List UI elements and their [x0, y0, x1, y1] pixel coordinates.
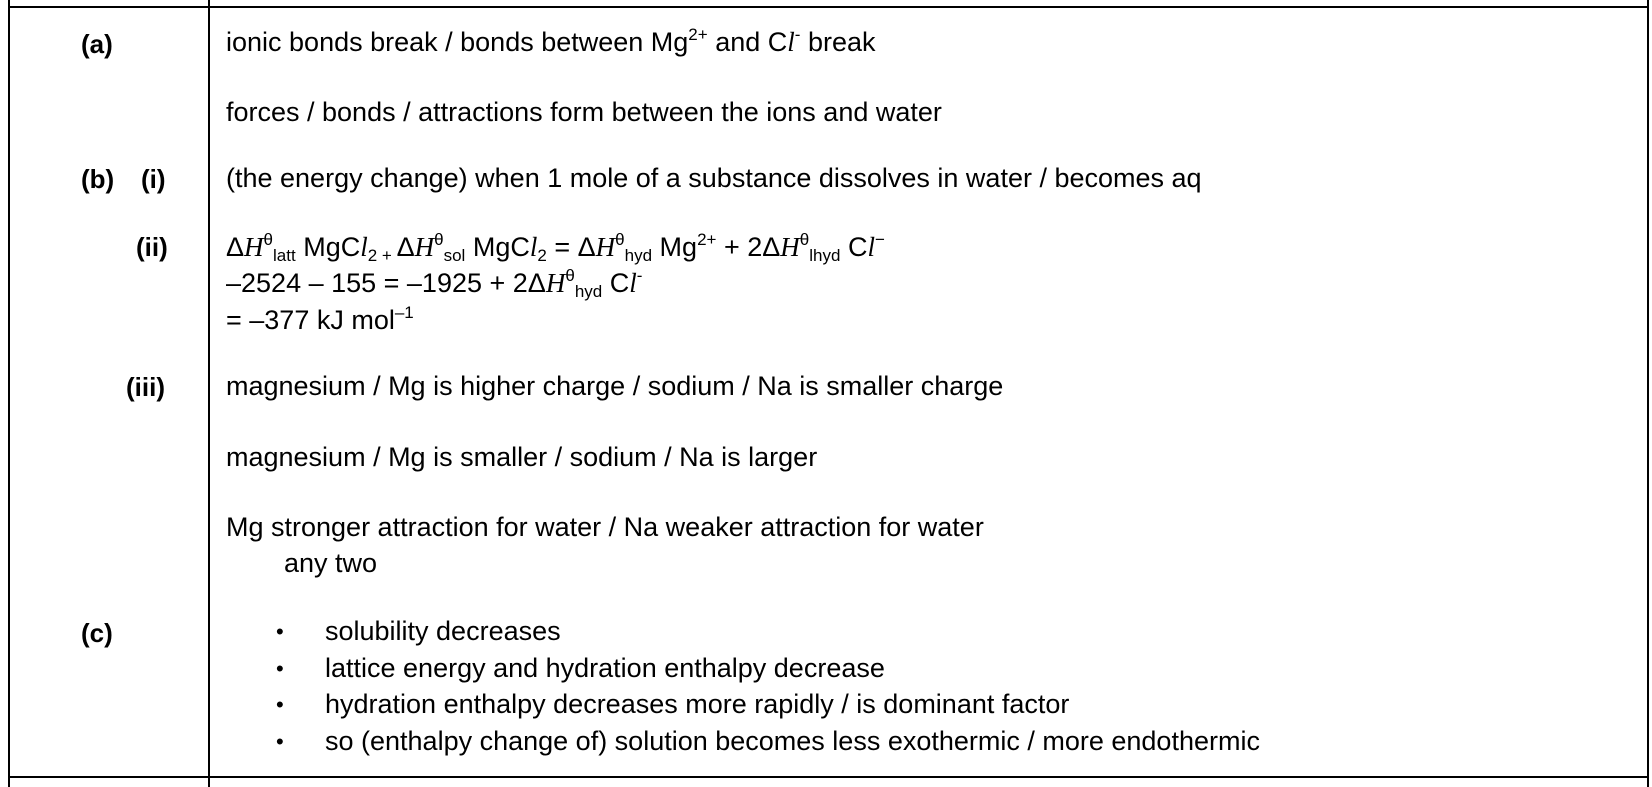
- answer-b-i: (the energy change) when 1 mole of a substance dissolves in water / becomes aq: [226, 163, 1202, 193]
- bullet-point: •: [276, 656, 284, 681]
- answer-b-iii-point1: magnesium / Mg is higher charge / sodium / Na is smaller charge: [226, 371, 1004, 401]
- answer-b-iii-point3: Mg stronger attraction for water / Na weaker attraction for water: [226, 512, 984, 542]
- answer-b-ii-calculation: $-2524 - 155 = -1925 + 2\Delta H^\theta hyd$ Cl-: [226, 266, 643, 301]
- answer-b-ii-equation: $\Delta H^\theta latt$ MgCl2 + $\Delta H^\theta sol$ MgCl2 = $\Delta H^\theta hyd$ $Mg^{2+}$ + $2\Delta H^\theta lhyd$ Cl−: [226, 230, 885, 265]
- answer-b-iii-note: any two: [284, 548, 378, 578]
- answer-c-bullet2: lattice energy and hydration enthalpy decrease: [325, 653, 885, 683]
- label-b-ii: (ii): [136, 232, 168, 262]
- right-border: [1647, 0, 1649, 787]
- bullet-point: •: [276, 619, 284, 644]
- label-b-iii: (iii): [126, 372, 165, 402]
- answer-b-ii-result: = –377 kJ mol$^{-1}$: [226, 303, 414, 335]
- top-border: [8, 6, 1649, 8]
- answer-a-line2: forces / bonds / attractions form between the ions and water: [226, 97, 942, 127]
- bottom-border: [8, 776, 1649, 778]
- label-b: (b): [81, 164, 115, 194]
- column-divider: [208, 0, 210, 787]
- left-border: [8, 0, 10, 787]
- label-b-i: (i): [141, 164, 166, 194]
- bullet-point: •: [276, 729, 284, 754]
- label-a: (a): [81, 29, 113, 59]
- answer-c-bullet1: solubility decreases: [325, 616, 561, 646]
- answer-c-bullet4: so (enthalpy change of) solution becomes less exothermic / more endothermic: [325, 726, 1260, 756]
- label-c: (c): [81, 618, 113, 648]
- bullet-point: •: [276, 692, 284, 717]
- answer-b-iii-point2: magnesium / Mg is smaller / sodium / Na is larger: [226, 442, 818, 472]
- answer-a-line1: ionic bonds break / bonds between $Mg^{2+}$ and Cl- break: [226, 25, 876, 57]
- answer-c-bullet3: hydration enthalpy decreases more rapidly / is dominant factor: [325, 689, 1070, 719]
